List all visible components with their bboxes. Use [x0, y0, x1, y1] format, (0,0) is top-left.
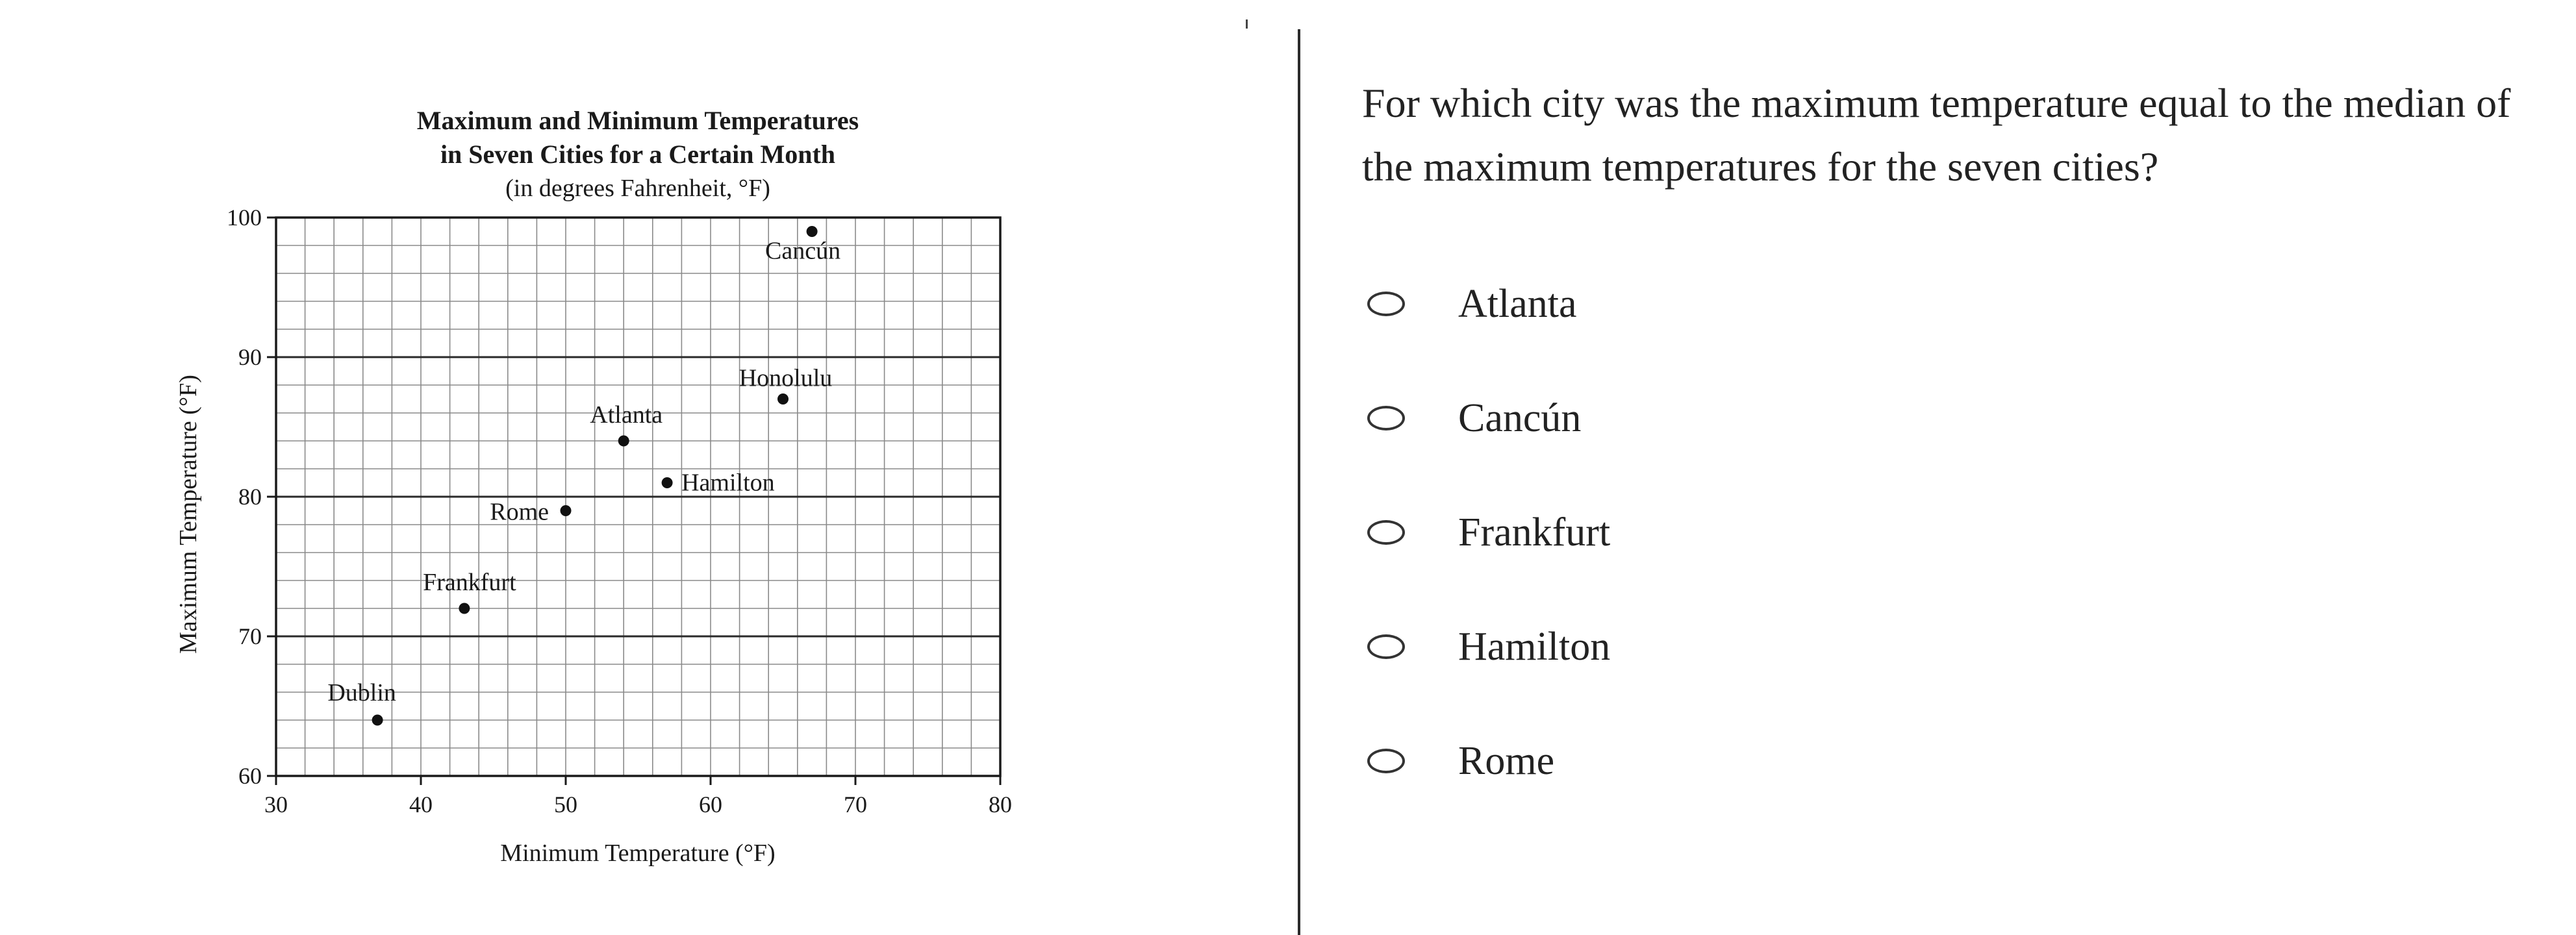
data-point-label: Dublin	[327, 679, 396, 706]
x-tick-label: 50	[554, 792, 577, 817]
top-tick-mark	[1246, 19, 1248, 29]
radio-button-icon[interactable]	[1367, 292, 1405, 316]
data-point	[807, 226, 818, 237]
x-tick-label: 80	[989, 792, 1012, 817]
data-point-label: Cancún	[765, 237, 841, 265]
data-point	[777, 393, 789, 405]
data-point-label: Frankfurt	[423, 569, 516, 596]
option-rome[interactable]	[1367, 704, 1610, 818]
data-point-label: Hamilton	[681, 469, 775, 497]
y-tick-label: 80	[238, 484, 262, 510]
chart-subtitle: (in degrees Fahrenheit, °F)	[505, 175, 770, 202]
y-axis-label: Maximum Temperature (°F)	[175, 375, 202, 654]
option-label: Atlanta	[1458, 281, 1577, 326]
answer-options	[1367, 247, 1610, 818]
data-point	[561, 505, 572, 516]
chart-title-line2: in Seven Cities for a Certain Month	[440, 140, 836, 169]
x-tick-label: 60	[699, 792, 722, 817]
data-point-label: Honolulu	[739, 364, 833, 392]
chart-title: Maximum and Minimum Temperatures	[416, 106, 859, 135]
option-label: Cancún	[1458, 395, 1582, 440]
option-label: Rome	[1458, 738, 1555, 783]
data-point	[372, 715, 383, 726]
data-point-label: Atlanta	[590, 401, 663, 429]
radio-button-icon[interactable]	[1367, 749, 1405, 773]
option-atlanta[interactable]	[1367, 247, 1610, 361]
option-label: Frankfurt	[1458, 510, 1611, 555]
x-tick-label: 30	[264, 792, 288, 817]
y-tick-label: 70	[238, 623, 262, 649]
option-frankfurt[interactable]	[1367, 475, 1610, 590]
data-point	[618, 436, 629, 447]
option-hamilton[interactable]	[1367, 590, 1610, 704]
y-tick-label: 60	[238, 763, 262, 789]
y-tick-label: 100	[227, 205, 262, 231]
data-point	[662, 477, 673, 488]
radio-button-icon[interactable]	[1367, 406, 1405, 430]
y-tick-label: 90	[238, 344, 262, 370]
axis-ticks	[227, 205, 1012, 817]
x-tick-label: 70	[844, 792, 867, 817]
question-text: For which city was the maximum temperature equal to the median of the maximum temperatures for the seven cities?	[1362, 80, 2511, 190]
data-point	[459, 603, 470, 614]
option-cancun[interactable]	[1367, 361, 1610, 475]
data-point-label: Rome	[490, 498, 549, 526]
x-tick-label: 40	[409, 792, 433, 817]
radio-button-icon[interactable]	[1367, 520, 1405, 545]
radio-button-icon[interactable]	[1367, 634, 1405, 659]
panel-divider	[1298, 29, 1300, 935]
x-axis-label: Minimum Temperature (°F)	[500, 840, 776, 867]
option-label: Hamilton	[1458, 624, 1611, 669]
